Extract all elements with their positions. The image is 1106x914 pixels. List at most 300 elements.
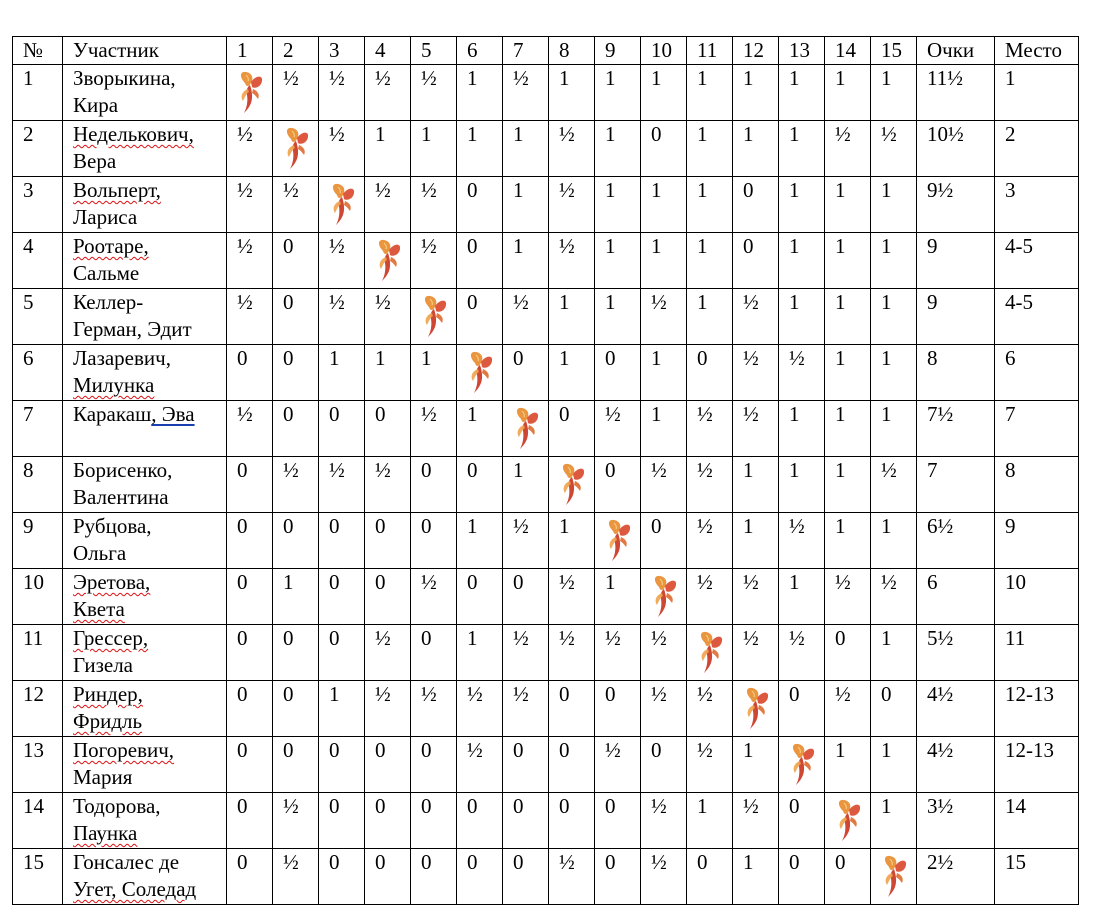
result-cell: 0 (503, 737, 549, 793)
place-cell: 6 (995, 345, 1079, 401)
result-cell: 0 (227, 737, 273, 793)
result-cell: ½ (779, 513, 825, 569)
result-cell: 1 (687, 289, 733, 345)
result-cell: ½ (733, 569, 779, 625)
result-cell: ½ (411, 681, 457, 737)
tournament-crosstable (12, 36, 1079, 905)
points-cell: 9½ (917, 177, 995, 233)
self-cell (457, 345, 503, 401)
result-cell: 0 (227, 569, 273, 625)
result-cell: ½ (549, 625, 595, 681)
result-cell: ½ (503, 625, 549, 681)
result-cell: 0 (365, 849, 411, 905)
result-cell: ½ (227, 289, 273, 345)
self-cell (687, 625, 733, 681)
participant-name-part: Роотаре, (73, 234, 149, 258)
result-cell: 1 (687, 233, 733, 289)
points-cell: 10½ (917, 121, 995, 177)
result-cell: 1 (779, 457, 825, 513)
result-cell: ½ (273, 849, 319, 905)
phoenix-icon (742, 685, 772, 731)
participant-name-part: Угет, Соледад (73, 877, 197, 901)
result-cell: 1 (503, 121, 549, 177)
result-cell: 0 (503, 849, 549, 905)
participant-name-part: Лариса (73, 205, 138, 229)
result-cell: ½ (733, 401, 779, 457)
result-cell: 0 (641, 121, 687, 177)
result-cell: ½ (503, 65, 549, 121)
result-cell: 0 (319, 569, 365, 625)
result-cell: ½ (319, 457, 365, 513)
participant-name (63, 121, 227, 177)
result-cell: 1 (733, 457, 779, 513)
points-cell: 2½ (917, 849, 995, 905)
result-cell: 0 (871, 681, 917, 737)
result-cell: 0 (411, 793, 457, 849)
result-cell: 0 (411, 737, 457, 793)
row-number: 9 (13, 513, 63, 569)
result-cell: ½ (549, 233, 595, 289)
result-cell: 0 (595, 849, 641, 905)
result-cell: ½ (457, 681, 503, 737)
result-cell: 1 (779, 569, 825, 625)
result-cell: 0 (595, 457, 641, 513)
participant-name-part: Каракаш (73, 402, 152, 426)
place-cell: 8 (995, 457, 1079, 513)
result-cell: 1 (595, 289, 641, 345)
place-cell: 3 (995, 177, 1079, 233)
result-cell: ½ (733, 625, 779, 681)
result-cell: 0 (549, 681, 595, 737)
result-cell: 1 (779, 121, 825, 177)
result-cell: 0 (825, 625, 871, 681)
result-cell: 1 (825, 65, 871, 121)
participant-name-part: Милунка (73, 373, 155, 397)
result-cell: 1 (457, 65, 503, 121)
result-cell: ½ (687, 681, 733, 737)
result-cell: ½ (687, 737, 733, 793)
header-cell: № (13, 37, 63, 65)
self-cell (319, 177, 365, 233)
result-cell: ½ (641, 793, 687, 849)
result-cell: ½ (319, 121, 365, 177)
place-cell: 15 (995, 849, 1079, 905)
result-cell: 0 (227, 345, 273, 401)
result-cell: ½ (365, 457, 411, 513)
participant-name-part: Риндер, (73, 682, 143, 706)
header-cell: 8 (549, 37, 595, 65)
result-cell: 0 (411, 625, 457, 681)
result-cell: 1 (641, 401, 687, 457)
result-cell: ½ (273, 177, 319, 233)
header-cell: 7 (503, 37, 549, 65)
result-cell: ½ (365, 625, 411, 681)
result-cell: ½ (641, 849, 687, 905)
points-cell: 9 (917, 289, 995, 345)
place-cell: 4-5 (995, 233, 1079, 289)
result-cell: 1 (595, 177, 641, 233)
result-cell: 1 (411, 121, 457, 177)
result-cell: ½ (595, 737, 641, 793)
result-cell: ½ (319, 65, 365, 121)
result-cell: 0 (365, 401, 411, 457)
participant-name-part: Лазаревич, (73, 346, 171, 370)
result-cell: 1 (595, 569, 641, 625)
participant-name-part: Сальме (73, 261, 140, 285)
result-cell: ½ (227, 233, 273, 289)
result-cell: 1 (779, 289, 825, 345)
result-cell: ½ (641, 625, 687, 681)
result-cell: 0 (365, 569, 411, 625)
result-cell: ½ (549, 121, 595, 177)
result-cell: ½ (733, 289, 779, 345)
result-cell: 0 (549, 401, 595, 457)
points-cell: 6 (917, 569, 995, 625)
participant-name-part: Эретова, (73, 570, 151, 594)
result-cell: 0 (273, 737, 319, 793)
result-cell: 0 (227, 625, 273, 681)
header-cell: 11 (687, 37, 733, 65)
row-number: 6 (13, 345, 63, 401)
participant-name (63, 737, 227, 793)
header-cell: Очки (917, 37, 995, 65)
result-cell: 0 (227, 457, 273, 513)
table-row (13, 625, 1079, 681)
table-row (13, 65, 1079, 121)
result-cell: ½ (411, 177, 457, 233)
table-row (13, 569, 1079, 625)
result-cell: ½ (641, 681, 687, 737)
result-cell: ½ (365, 65, 411, 121)
result-cell: 0 (457, 849, 503, 905)
result-cell: 1 (825, 177, 871, 233)
result-cell: ½ (779, 625, 825, 681)
self-cell (733, 681, 779, 737)
result-cell: 0 (503, 793, 549, 849)
row-number: 5 (13, 289, 63, 345)
points-cell: 3½ (917, 793, 995, 849)
result-cell: 1 (871, 401, 917, 457)
result-cell: 0 (733, 177, 779, 233)
table-row (13, 457, 1079, 513)
result-cell: 1 (825, 401, 871, 457)
result-cell: ½ (411, 569, 457, 625)
participant-name-part: Гонсалес де (73, 850, 180, 874)
result-cell: 1 (733, 737, 779, 793)
points-cell: 11½ (917, 65, 995, 121)
header-cell: Место (995, 37, 1079, 65)
participant-name-part: Паунка (73, 821, 138, 845)
participant-name-part: Ольга (73, 541, 127, 565)
result-cell: 0 (687, 849, 733, 905)
participant-name-part: Борисенко, (73, 458, 173, 482)
participant-name-part: Квета (73, 597, 125, 621)
result-cell: 1 (641, 233, 687, 289)
place-cell: 14 (995, 793, 1079, 849)
result-cell: 1 (457, 121, 503, 177)
header-cell: 12 (733, 37, 779, 65)
participant-name-tail: , Эва (151, 402, 195, 426)
result-cell: 0 (319, 793, 365, 849)
result-cell: ½ (825, 121, 871, 177)
row-number: 3 (13, 177, 63, 233)
result-cell: 0 (273, 345, 319, 401)
result-cell: ½ (871, 457, 917, 513)
place-cell: 9 (995, 513, 1079, 569)
result-cell: 0 (779, 793, 825, 849)
participant-name (63, 681, 227, 737)
place-cell: 12-13 (995, 737, 1079, 793)
table-row (13, 793, 1079, 849)
result-cell: 1 (687, 793, 733, 849)
participant-name (63, 793, 227, 849)
result-cell: 1 (457, 513, 503, 569)
result-cell: 1 (779, 177, 825, 233)
participant-name-part: Гизела (73, 653, 133, 677)
result-cell: 1 (457, 625, 503, 681)
table-row (13, 233, 1079, 289)
result-cell: ½ (457, 737, 503, 793)
result-cell: 1 (549, 345, 595, 401)
place-cell: 2 (995, 121, 1079, 177)
participant-name-part: Мария (73, 765, 133, 789)
result-cell: ½ (733, 345, 779, 401)
result-cell: 1 (687, 121, 733, 177)
header-cell: 5 (411, 37, 457, 65)
result-cell: 1 (871, 177, 917, 233)
points-cell: 6½ (917, 513, 995, 569)
points-cell: 4½ (917, 737, 995, 793)
row-number: 15 (13, 849, 63, 905)
participant-name-part: Валентина (73, 485, 169, 509)
result-cell: ½ (503, 513, 549, 569)
phoenix-icon (236, 69, 266, 115)
header-cell: 1 (227, 37, 273, 65)
result-cell: 1 (733, 65, 779, 121)
row-number: 4 (13, 233, 63, 289)
participant-name-part: Рубцова, (73, 514, 152, 538)
result-cell: 1 (871, 233, 917, 289)
result-cell: 1 (825, 457, 871, 513)
header-cell: 14 (825, 37, 871, 65)
result-cell: 1 (871, 345, 917, 401)
table-row (13, 401, 1079, 457)
result-cell: 0 (549, 793, 595, 849)
result-cell: ½ (825, 681, 871, 737)
phoenix-icon (696, 629, 726, 675)
result-cell: ½ (273, 65, 319, 121)
result-cell: 1 (641, 177, 687, 233)
header-cell: 15 (871, 37, 917, 65)
table-row (13, 289, 1079, 345)
result-cell: 0 (227, 849, 273, 905)
header-cell: 3 (319, 37, 365, 65)
phoenix-icon (282, 125, 312, 171)
result-cell: 0 (319, 625, 365, 681)
participant-name (63, 457, 227, 513)
place-cell: 1 (995, 65, 1079, 121)
result-cell: 1 (503, 233, 549, 289)
phoenix-icon (834, 797, 864, 843)
header-cell: 2 (273, 37, 319, 65)
result-cell: ½ (595, 401, 641, 457)
result-cell: ½ (319, 289, 365, 345)
result-cell: 1 (733, 513, 779, 569)
self-cell (365, 233, 411, 289)
points-cell: 7 (917, 457, 995, 513)
result-cell: 1 (503, 177, 549, 233)
participant-name (63, 849, 227, 905)
result-cell: ½ (871, 569, 917, 625)
result-cell: ½ (273, 793, 319, 849)
result-cell: ½ (687, 569, 733, 625)
result-cell: 0 (457, 569, 503, 625)
table-row (13, 345, 1079, 401)
result-cell: 1 (365, 121, 411, 177)
self-cell (503, 401, 549, 457)
table-body (13, 65, 1079, 905)
result-cell: 1 (319, 681, 365, 737)
result-cell: 0 (273, 233, 319, 289)
result-cell: 0 (779, 681, 825, 737)
result-cell: ½ (549, 849, 595, 905)
phoenix-icon (880, 853, 910, 899)
result-cell: 1 (871, 737, 917, 793)
table-row (13, 513, 1079, 569)
result-cell: 1 (733, 849, 779, 905)
table-row (13, 681, 1079, 737)
result-cell: ½ (227, 177, 273, 233)
participant-name-part: Вера (73, 149, 117, 173)
table-row (13, 737, 1079, 793)
points-cell: 8 (917, 345, 995, 401)
self-cell (871, 849, 917, 905)
result-cell: ½ (503, 681, 549, 737)
result-cell: 1 (457, 401, 503, 457)
self-cell (227, 65, 273, 121)
result-cell: 1 (871, 793, 917, 849)
result-cell: 0 (503, 569, 549, 625)
result-cell: ½ (779, 345, 825, 401)
result-cell: 0 (227, 513, 273, 569)
result-cell: ½ (687, 513, 733, 569)
result-cell: 0 (227, 681, 273, 737)
result-cell: 1 (365, 345, 411, 401)
self-cell (595, 513, 641, 569)
result-cell: 1 (871, 65, 917, 121)
result-cell: ½ (319, 233, 365, 289)
result-cell: ½ (687, 457, 733, 513)
result-cell: 1 (779, 401, 825, 457)
result-cell: 0 (595, 793, 641, 849)
result-cell: ½ (503, 289, 549, 345)
row-number: 7 (13, 401, 63, 457)
result-cell: ½ (595, 625, 641, 681)
result-cell: 1 (273, 569, 319, 625)
result-cell: ½ (641, 289, 687, 345)
result-cell: 0 (779, 849, 825, 905)
points-cell: 4½ (917, 681, 995, 737)
result-cell: 0 (319, 401, 365, 457)
result-cell: ½ (365, 177, 411, 233)
result-cell: 0 (641, 737, 687, 793)
phoenix-icon (558, 461, 588, 507)
participant-name (63, 345, 227, 401)
row-number: 14 (13, 793, 63, 849)
table-header-row (13, 37, 1079, 65)
result-cell: 0 (457, 233, 503, 289)
phoenix-icon (512, 405, 542, 451)
place-cell: 4-5 (995, 289, 1079, 345)
self-cell (779, 737, 825, 793)
result-cell: 1 (825, 289, 871, 345)
result-cell: ½ (825, 569, 871, 625)
result-cell: 0 (825, 849, 871, 905)
result-cell: 0 (411, 849, 457, 905)
header-cell: 6 (457, 37, 503, 65)
result-cell: 0 (273, 625, 319, 681)
result-cell: ½ (365, 289, 411, 345)
points-cell: 9 (917, 233, 995, 289)
row-number: 11 (13, 625, 63, 681)
result-cell: ½ (227, 401, 273, 457)
phoenix-icon (420, 293, 450, 339)
result-cell: ½ (411, 233, 457, 289)
row-number: 13 (13, 737, 63, 793)
participant-name (63, 289, 227, 345)
self-cell (273, 121, 319, 177)
result-cell: 0 (411, 513, 457, 569)
participant-name (63, 177, 227, 233)
result-cell: 0 (273, 681, 319, 737)
participant-name-part: Фридль (73, 709, 143, 733)
result-cell: 1 (779, 233, 825, 289)
result-cell: 1 (825, 233, 871, 289)
result-cell: 1 (549, 65, 595, 121)
result-cell: 1 (503, 457, 549, 513)
result-cell: 0 (411, 457, 457, 513)
result-cell: 0 (319, 849, 365, 905)
result-cell: 1 (871, 513, 917, 569)
row-number: 10 (13, 569, 63, 625)
header-cell: 4 (365, 37, 411, 65)
result-cell: 0 (365, 513, 411, 569)
result-cell: ½ (227, 121, 273, 177)
result-cell: 0 (227, 793, 273, 849)
place-cell: 12-13 (995, 681, 1079, 737)
participant-name-part: Грессер, (73, 626, 149, 650)
participant-name-part: Тодорова, (73, 794, 161, 818)
row-number: 8 (13, 457, 63, 513)
row-number: 12 (13, 681, 63, 737)
result-cell: 0 (457, 177, 503, 233)
result-cell: 0 (319, 513, 365, 569)
result-cell: ½ (871, 121, 917, 177)
phoenix-icon (328, 181, 358, 227)
result-cell: 0 (595, 681, 641, 737)
place-cell: 11 (995, 625, 1079, 681)
result-cell: 1 (411, 345, 457, 401)
result-cell: 0 (365, 737, 411, 793)
result-cell: 1 (595, 65, 641, 121)
result-cell: 1 (641, 65, 687, 121)
result-cell: ½ (641, 457, 687, 513)
result-cell: 1 (733, 121, 779, 177)
result-cell: 1 (825, 737, 871, 793)
participant-name-part: Келлер- (73, 290, 144, 314)
result-cell: 1 (871, 625, 917, 681)
points-cell: 5½ (917, 625, 995, 681)
